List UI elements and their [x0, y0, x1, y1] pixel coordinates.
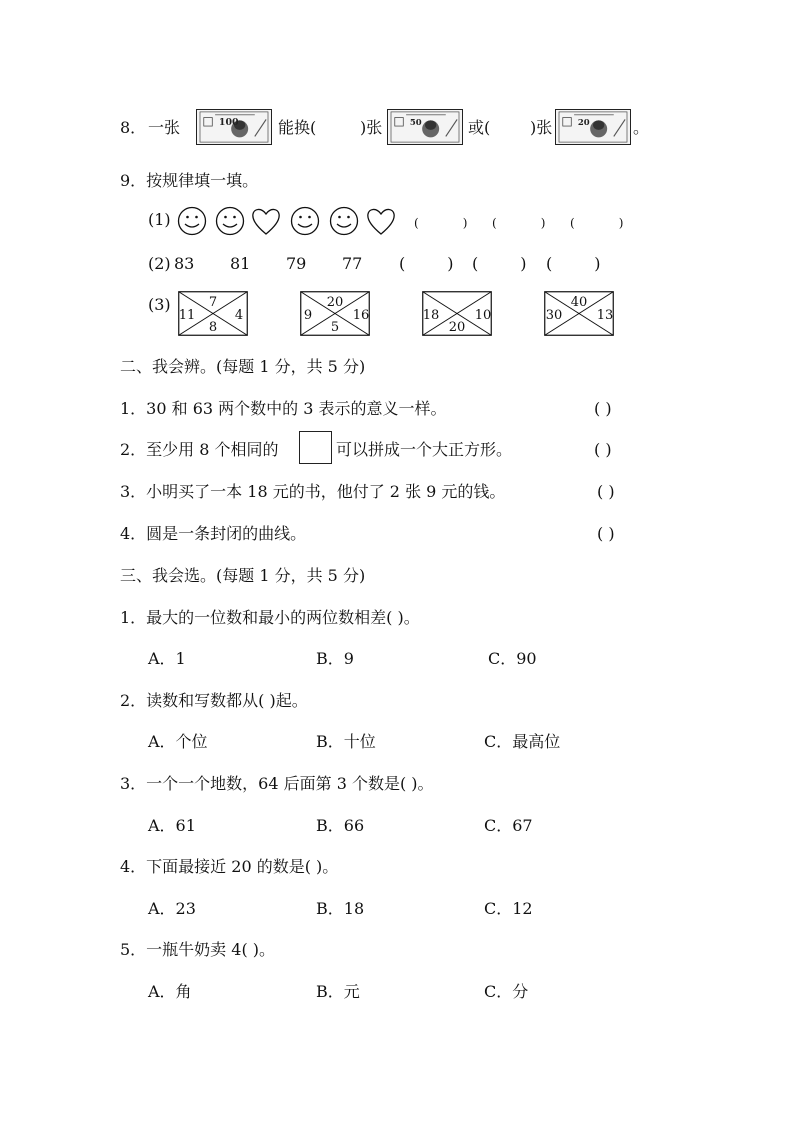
answer-blank[interactable]: ( ): [546, 254, 601, 273]
q9-part3-label: (3): [148, 295, 171, 314]
choice-option-a[interactable]: A．个位: [148, 732, 208, 751]
svg-text:4: 4: [234, 308, 244, 323]
heart-icon: [366, 205, 396, 237]
answer-blank[interactable]: ( ): [414, 216, 468, 230]
q8-text-six: 。: [633, 118, 650, 137]
banknote-50-icon: [387, 109, 463, 145]
choice-question: 2．读数和写数都从( )起。: [120, 691, 308, 710]
choice-option-c[interactable]: C．分: [484, 982, 529, 1001]
q8-text-three: )张: [360, 118, 383, 137]
answer-blank[interactable]: ( ): [399, 254, 454, 273]
svg-text:40: 40: [570, 295, 588, 310]
answer-blank[interactable]: ( ): [570, 216, 624, 230]
svg-text:30: 30: [545, 308, 563, 323]
svg-text:20: 20: [448, 320, 466, 335]
smiley-face-icon: [290, 205, 320, 237]
choice-question: 5．一瓶牛奶卖 4( )。: [120, 940, 276, 959]
svg-text:8: 8: [208, 320, 218, 335]
section-two-heading: 二、我会辨。(每题 1 分，共 5 分): [120, 357, 366, 376]
svg-text:7: 7: [208, 295, 218, 310]
choice-option-b[interactable]: B．18: [316, 899, 365, 918]
svg-text:13: 13: [596, 308, 614, 323]
judge-item-text: 1．30 和 63 两个数中的 3 表示的意义一样。: [120, 399, 447, 418]
number-envelope: [422, 291, 492, 336]
q8-text-five: )张: [530, 118, 553, 137]
judge-item-text: 可以拼成一个大正方形。: [336, 440, 513, 459]
choice-option-a[interactable]: A．23: [148, 899, 196, 918]
q8-text-four: 或(: [468, 118, 491, 137]
square-icon: [299, 431, 332, 464]
q9-part2-label: (2): [148, 254, 171, 273]
judge-answer-paren[interactable]: ( ): [594, 440, 612, 459]
svg-text:11: 11: [178, 308, 196, 323]
svg-text:16: 16: [352, 308, 370, 323]
judge-item-text: 2．至少用 8 个相同的: [120, 440, 279, 459]
choice-option-a[interactable]: A．角: [148, 982, 192, 1001]
choice-option-b[interactable]: B．9: [316, 649, 354, 668]
svg-text:18: 18: [422, 308, 440, 323]
choice-option-c[interactable]: C．最高位: [484, 732, 561, 751]
judge-item-text: 3．小明买了一本 18 元的书，他付了 2 张 9 元的钱。: [120, 482, 506, 501]
choice-option-c[interactable]: C．67: [484, 816, 533, 835]
sequence-number: 81: [230, 254, 251, 273]
svg-text:20: 20: [326, 295, 344, 310]
q9-title: 9．按规律填一填。: [120, 171, 259, 190]
number-envelope: [300, 291, 370, 336]
smiley-face-icon: [329, 205, 359, 237]
choice-question: 1．最大的一位数和最小的两位数相差( )。: [120, 608, 420, 627]
section-three-heading: 三、我会选。(每题 1 分，共 5 分): [120, 566, 366, 585]
banknote-value: 50: [409, 118, 422, 129]
smiley-face-icon: [177, 205, 207, 237]
choice-option-a[interactable]: A．1: [148, 649, 186, 668]
choice-option-b[interactable]: B．66: [316, 816, 365, 835]
choice-option-b[interactable]: B．元: [316, 982, 360, 1001]
number-envelope: [178, 291, 248, 336]
banknote-value: 20: [577, 118, 590, 129]
choice-option-a[interactable]: A．61: [148, 816, 196, 835]
choice-option-c[interactable]: C．90: [488, 649, 537, 668]
q9-part1-label: (1): [148, 210, 171, 229]
q8-text-one: 一张: [148, 118, 181, 137]
answer-blank[interactable]: ( ): [472, 254, 527, 273]
judge-answer-paren[interactable]: ( ): [594, 399, 612, 418]
heart-icon: [251, 205, 281, 237]
smiley-face-icon: [215, 205, 245, 237]
banknote-100-icon: [196, 109, 272, 145]
number-envelope: [544, 291, 614, 336]
choice-question: 4．下面最接近 20 的数是( )。: [120, 857, 339, 876]
svg-text:10: 10: [474, 308, 492, 323]
choice-question: 3．一个一个地数，64 后面第 3 个数是( )。: [120, 774, 434, 793]
choice-option-b[interactable]: B．十位: [316, 732, 376, 751]
sequence-number: 77: [342, 254, 363, 273]
judge-answer-paren[interactable]: ( ): [597, 482, 615, 501]
choice-option-c[interactable]: C．12: [484, 899, 533, 918]
svg-text:9: 9: [303, 308, 313, 323]
svg-text:5: 5: [330, 320, 340, 335]
sequence-number: 79: [286, 254, 307, 273]
judge-answer-paren[interactable]: ( ): [597, 524, 615, 543]
banknote-20-icon: [555, 109, 631, 145]
judge-item-text: 4．圆是一条封闭的曲线。: [120, 524, 307, 543]
sequence-number: 83: [174, 254, 195, 273]
q8-number: 8．: [120, 118, 147, 137]
banknote-value: 100: [218, 117, 239, 129]
q8-text-two: 能换(: [278, 118, 317, 137]
answer-blank[interactable]: ( ): [492, 216, 546, 230]
